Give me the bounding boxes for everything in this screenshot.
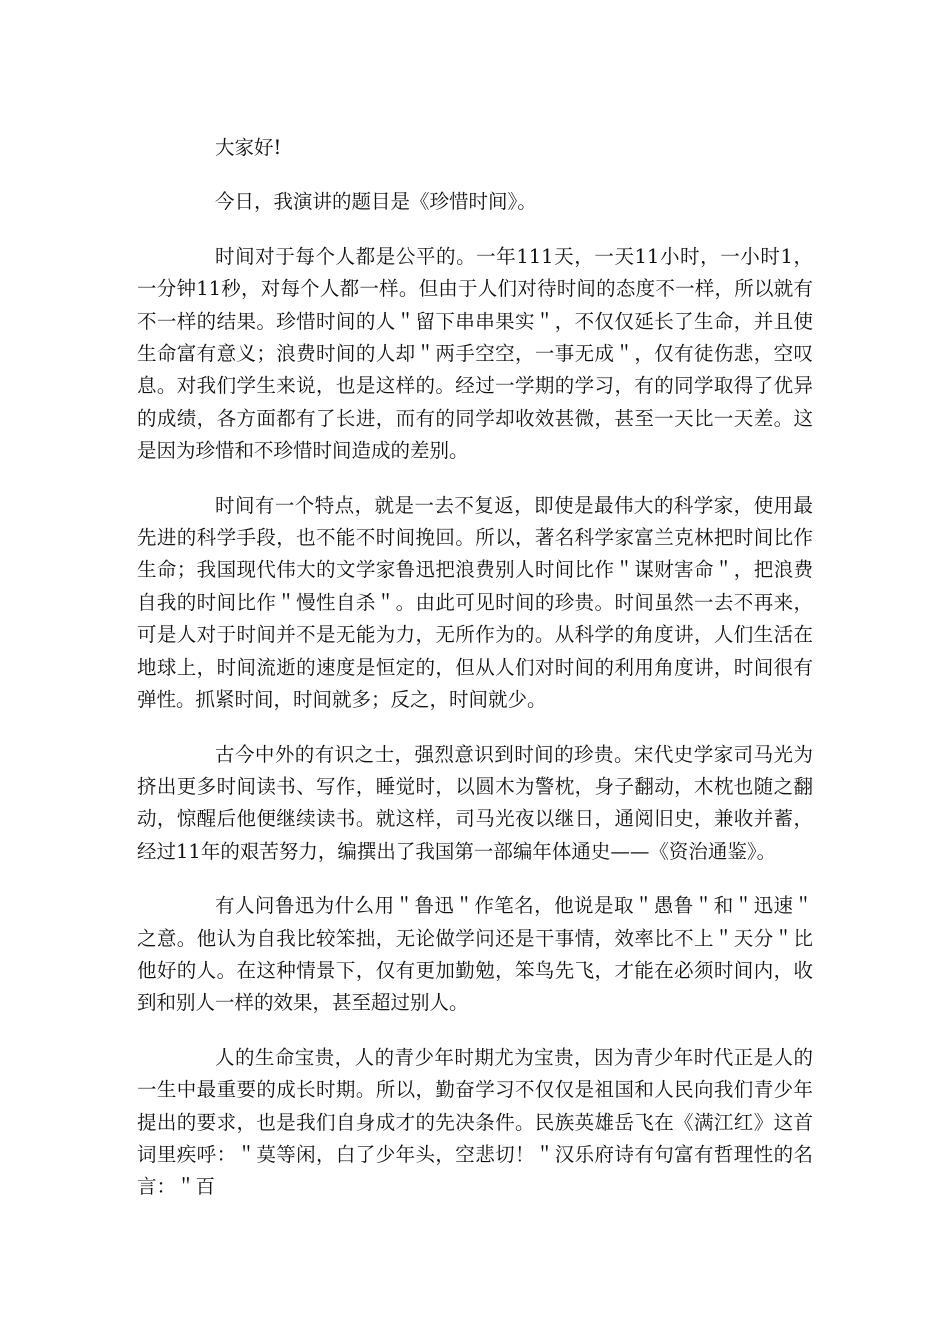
paragraph-fairness-of-time: 时间对于每个人都是公平的。一年111天，一天11小时，一小时1，一分钟11秒，对每个人都一样。但由于人们对待时间的态度不一样，所以就有不一样的结果。珍惜时间的人＂留下串串果实＂，不仅仅延长了生命，并且使生命富有意义；浪费时间的人却＂两手空空，一事无成＂，仅有徒伤悲，空叹息。对我们学生来说，也是这样的。经过一学期的学习，有的同学取得了优异的成绩，各方面都有了长进，而有的同学却收效甚微，甚至一天比一天差。这是因为珍惜和不珍惜时间造成的差别。 bbox=[137, 244, 813, 463]
paragraph-sima-guang: 古今中外的有识之士，强烈意识到时间的珍贵。宋代史学家司马光为挤出更多时间读书、写作，睡觉时，以圆木为警枕，身子翻动，木枕也随之翻动，惊醒后他便继续读书。就这样，司马光夜以继日，通阅旧史，兼收并蓄，经过11年的艰苦努力，编撰出了我国第一部编年体通史——《资治通鉴》。 bbox=[137, 742, 813, 863]
speech-body bbox=[137, 132, 813, 1226]
paragraph-youth: 人的生命宝贵，人的青少年时期尤为宝贵，因为青少年时代正是人的一生中最重要的成长时期。所以，勤奋学习不仅仅是祖国和人民向我们青少年提出的要求，也是我们自身成才的先决条件。民族英雄岳飞在《满江红》这首词里疾呼：＂莫等闲，白了少年头，空悲切！＂汉乐府诗有句富有哲理性的名言：＂百 bbox=[137, 1045, 813, 1199]
greeting-paragraph: 大家好! bbox=[215, 136, 282, 159]
paragraph-time-irreversible: 时间有一个特点，就是一去不复返，即使是最伟大的科学家，使用最先进的科学手段，也不能不时间挽回。所以，著名科学家富兰克林把时间比作生命；我国现代伟大的文学家鲁迅把浪费别人时间比作＂谋财害命＂，把浪费自我的时间比作＂慢性自杀＂。由此可见时间的珍贵。时间虽然一去不再来，可是人对于时间并不是无能为力，无所作为的。从科学的角度讲，人们生活在地球上，时间流逝的速度是恒定的，但从人们对时间的利用角度讲，时间很有弹性。抓紧时间，时间就多；反之，时间就少。 bbox=[137, 493, 813, 712]
paragraph-lu-xun: 有人问鲁迅为什么用＂鲁迅＂作笔名，他说是取＂愚鲁＂和＂迅速＂之意。他认为自我比较笨拙，无论做学问还是干事情，效率比不上＂天分＂比他好的人。在这种情景下，仅有更加勤勉，笨鸟先飞，才能在必须时间内，收到和别人一样的效果，甚至超过别人。 bbox=[137, 894, 813, 1015]
topic-paragraph: 今日，我演讲的题目是《珍惜时间》。 bbox=[215, 190, 537, 214]
